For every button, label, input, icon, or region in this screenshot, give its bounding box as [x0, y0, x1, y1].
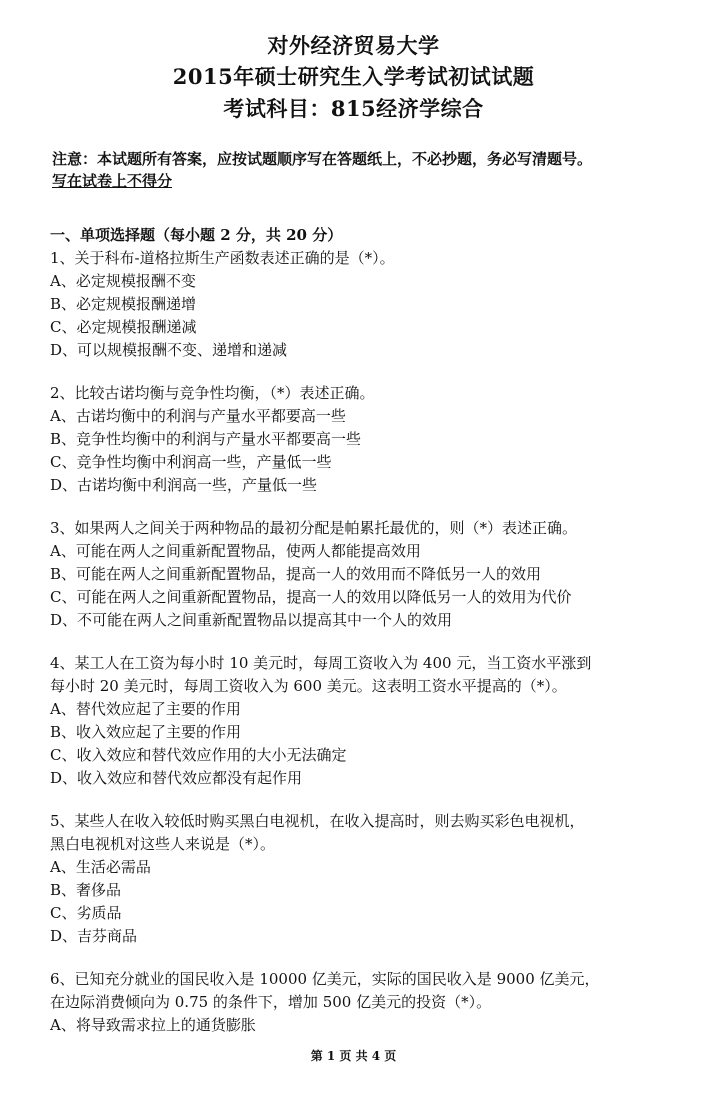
question-stem: 4、某工人在工资为每小时 10 美元时，每周工资收入为 400 元，当工资水平涨到: [50, 654, 592, 672]
option-c: C、劣质品: [50, 904, 122, 922]
question-stem: 3、如果两人之间关于两种物品的最初分配是帕累托最优的，则（*）表述正确。: [50, 519, 578, 537]
option-d: D、收入效应和替代效应都没有起作用: [50, 769, 303, 787]
question-stem: 1、关于科布-道格拉斯生产函数表述正确的是（*）。: [50, 249, 395, 267]
question-6: [50, 968, 680, 1037]
option-d: D、古诺均衡中利润高一些，产量低一些: [50, 476, 318, 494]
option-b: B、必定规模报酬递增: [50, 295, 197, 313]
page-footer: 第 1 页 共 4 页: [310, 1049, 397, 1063]
option-d: D、不可能在两人之间重新配置物品以提高其中一个人的效用: [50, 611, 453, 629]
question-3: [50, 517, 680, 632]
question-stem: 5、某些人在收入较低时购买黑白电视机，在收入提高时，则去购买彩色电视机，: [50, 812, 585, 830]
option-a: A、将导致需求拉上的通货膨胀: [50, 1016, 256, 1034]
option-a: A、生活必需品: [50, 858, 151, 876]
option-a: A、古诺均衡中的利润与产量水平都要高一些: [50, 407, 346, 425]
option-d: D、吉芬商品: [50, 927, 138, 945]
question-5: [50, 810, 680, 948]
notice-line-2: 写在试卷上不得分: [52, 172, 173, 190]
option-c: C、可能在两人之间重新配置物品，提高一人的效用以降低另一人的效用为代价: [50, 588, 572, 606]
notice-line-1: 注意：本试题所有答案，应按试题顺序写在答题纸上，不必抄题，务必写清题号。: [52, 150, 593, 168]
question-4: [50, 652, 680, 790]
option-c: C、收入效应和替代效应作用的大小无法确定: [50, 746, 347, 764]
exam-subject: 考试科目：815经济学综合: [223, 96, 484, 121]
option-a: A、必定规模报酬不变: [50, 272, 196, 290]
question-stem: 6、已知充分就业的国民收入是 10000 亿美元，实际的国民收入是 9000 亿美元，: [50, 970, 600, 988]
question-stem-cont: 每小时 20 美元时，每周工资收入为 600 美元。这表明工资水平提高的（*）。: [50, 677, 567, 695]
exam-notice: [52, 148, 672, 192]
option-b: B、奢侈品: [50, 881, 122, 899]
option-a: A、替代效应起了主要的作用: [50, 700, 241, 718]
option-d: D、可以规模报酬不变、递增和递减: [50, 341, 288, 359]
option-c: C、必定规模报酬递减: [50, 318, 197, 336]
question-stem-cont: 黑白电视机对这些人来说是（*）。: [50, 835, 276, 853]
option-a: A、可能在两人之间重新配置物品，使两人都能提高效用: [50, 542, 421, 560]
option-b: B、可能在两人之间重新配置物品，提高一人的效用而不降低另一人的效用: [50, 565, 542, 583]
question-stem: 2、比较古诺均衡与竞争性均衡，（*）表述正确。: [50, 384, 375, 402]
section-heading: 一、单项选择题（每小题 2 分，共 20 分）: [50, 226, 343, 244]
option-b: B、收入效应起了主要的作用: [50, 723, 242, 741]
university-title: 对外经济贸易大学: [267, 33, 440, 58]
exam-title: 2015年硕士研究生入学考试初试试题: [172, 64, 535, 89]
question-1: [50, 247, 680, 362]
option-c: C、竞争性均衡中利润高一些，产量低一些: [50, 453, 332, 471]
exam-content: [50, 224, 680, 1057]
question-stem-cont: 在边际消费倾向为 0.75 的条件下，增加 500 亿美元的投资（*）。: [50, 993, 492, 1011]
option-b: B、竞争性均衡中的利润与产量水平都要高一些: [50, 430, 362, 448]
question-2: [50, 382, 680, 497]
